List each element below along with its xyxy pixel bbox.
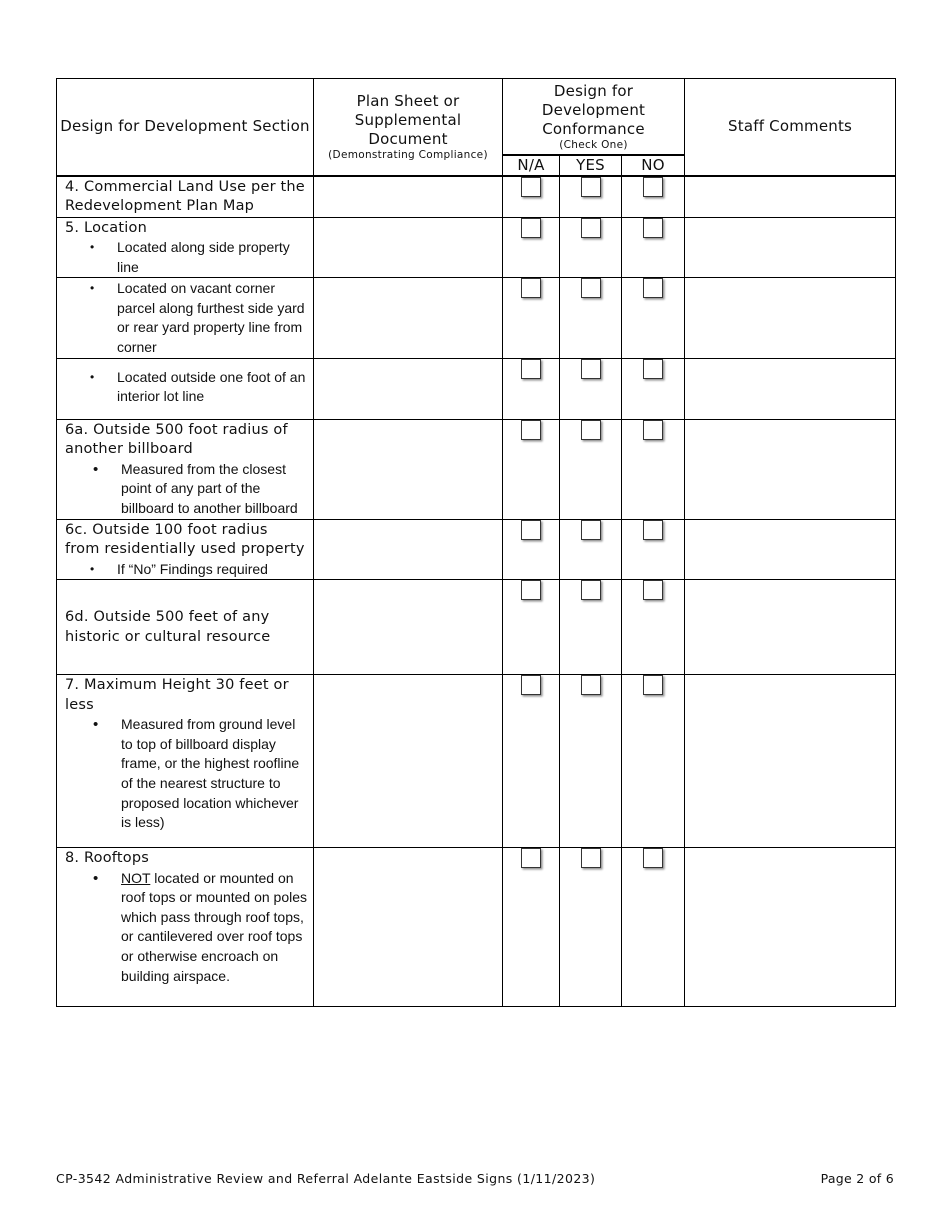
yes-checkbox[interactable]	[581, 580, 601, 600]
not-emphasis: NOT	[121, 869, 151, 886]
row-title: 6d. Outside 500 feet of any historic or cultural resource	[65, 609, 271, 645]
na-checkbox[interactable]	[521, 177, 541, 197]
plan-sheet-cell[interactable]	[314, 419, 503, 519]
list-item: • Measured from ground level to top of billboard display frame, or the highest roofline of the nearest structure to proposed location whichever is less)	[121, 715, 313, 833]
design-conformance-table	[56, 78, 896, 1007]
list-item: • Measured from the closest point of any part of the billboard to another billboard	[121, 460, 313, 519]
header-check-one: (Check One)	[559, 139, 628, 152]
header-section: Design for Development Section	[57, 79, 314, 176]
header-staff-comments: Staff Comments	[685, 79, 896, 176]
yes-checkbox[interactable]	[581, 848, 601, 868]
list-item: • If “No” Findings required	[117, 560, 313, 580]
header-yes: YES	[560, 155, 622, 176]
yes-checkbox[interactable]	[581, 278, 601, 298]
page-number: Page 2 of 6	[820, 1171, 894, 1186]
na-checkbox[interactable]	[521, 848, 541, 868]
staff-comments-cell[interactable]	[685, 675, 896, 848]
row-title: 6a. Outside 500 foot radius of another billboard	[65, 421, 288, 458]
header-conformance: Design for Development Conformance (Check One)	[503, 79, 685, 155]
staff-comments-cell[interactable]	[685, 419, 896, 519]
staff-comments-cell[interactable]	[685, 580, 896, 675]
plan-sheet-cell[interactable]	[314, 580, 503, 675]
header-no: NO	[622, 155, 685, 176]
header-na: N/A	[503, 155, 560, 176]
staff-comments-cell[interactable]	[685, 217, 896, 278]
form-footer-id: CP-3542 Administrative Review and Referral Adelante Eastside Signs (1/11/2023)	[56, 1171, 596, 1186]
list-item: • Located on vacant corner parcel along furthest side yard or rear yard property line from corner	[117, 279, 313, 357]
table-row	[57, 519, 896, 580]
plan-sheet-cell[interactable]	[314, 848, 503, 1007]
plan-sheet-cell[interactable]	[314, 217, 503, 278]
table-row	[57, 675, 896, 848]
staff-comments-cell[interactable]	[685, 358, 896, 419]
plan-sheet-cell[interactable]	[314, 675, 503, 848]
no-checkbox[interactable]	[643, 580, 663, 600]
table-row	[57, 419, 896, 519]
row-title: 4. Commercial Land Use per the Redevelopment Plan Map	[65, 178, 305, 214]
list-item: • Located along side property line	[117, 238, 313, 277]
no-checkbox[interactable]	[643, 359, 663, 379]
staff-comments-cell[interactable]	[685, 848, 896, 1007]
no-checkbox[interactable]	[643, 177, 663, 197]
staff-comments-cell[interactable]	[685, 278, 896, 358]
plan-sheet-cell[interactable]	[314, 176, 503, 218]
na-checkbox[interactable]	[521, 675, 541, 695]
yes-checkbox[interactable]	[581, 359, 601, 379]
row-title: 8. Rooftops	[65, 850, 149, 867]
table-row	[57, 580, 896, 675]
table-row	[57, 358, 896, 419]
table-row	[57, 176, 896, 218]
yes-checkbox[interactable]	[581, 218, 601, 238]
table-row	[57, 848, 896, 1007]
list-item: • Located outside one foot of an interior lot line	[117, 368, 313, 407]
na-checkbox[interactable]	[521, 278, 541, 298]
no-checkbox[interactable]	[643, 420, 663, 440]
row-title: 6c. Outside 100 foot radius from residentially used property	[65, 521, 305, 558]
na-checkbox[interactable]	[521, 420, 541, 440]
staff-comments-cell[interactable]	[685, 519, 896, 580]
na-checkbox[interactable]	[521, 359, 541, 379]
staff-comments-cell[interactable]	[685, 176, 896, 218]
header-plan-sheet-sub: (Demonstrating Compliance)	[328, 148, 488, 161]
no-checkbox[interactable]	[643, 278, 663, 298]
row-title: 5. Location	[65, 219, 147, 236]
yes-checkbox[interactable]	[581, 420, 601, 440]
no-checkbox[interactable]	[643, 848, 663, 868]
plan-sheet-cell[interactable]	[314, 519, 503, 580]
plan-sheet-cell[interactable]	[314, 278, 503, 358]
na-checkbox[interactable]	[521, 580, 541, 600]
na-checkbox[interactable]	[521, 218, 541, 238]
table-row	[57, 217, 896, 278]
no-checkbox[interactable]	[643, 218, 663, 238]
yes-checkbox[interactable]	[581, 520, 601, 540]
yes-checkbox[interactable]	[581, 177, 601, 197]
no-checkbox[interactable]	[643, 675, 663, 695]
header-plan-sheet: Plan Sheet or Supplemental Document (Demonstrating Compliance)	[314, 79, 503, 176]
na-checkbox[interactable]	[521, 520, 541, 540]
table-row	[57, 278, 896, 358]
yes-checkbox[interactable]	[581, 675, 601, 695]
no-checkbox[interactable]	[643, 520, 663, 540]
row-title: 7. Maximum Height 30 feet or less	[65, 677, 289, 713]
plan-sheet-cell[interactable]	[314, 358, 503, 419]
list-item: • NOT located or mounted on roof tops or mounted on poles which pass through roof tops, or cantilevered over roof tops or otherwise encroach on building airspace.	[121, 869, 313, 987]
